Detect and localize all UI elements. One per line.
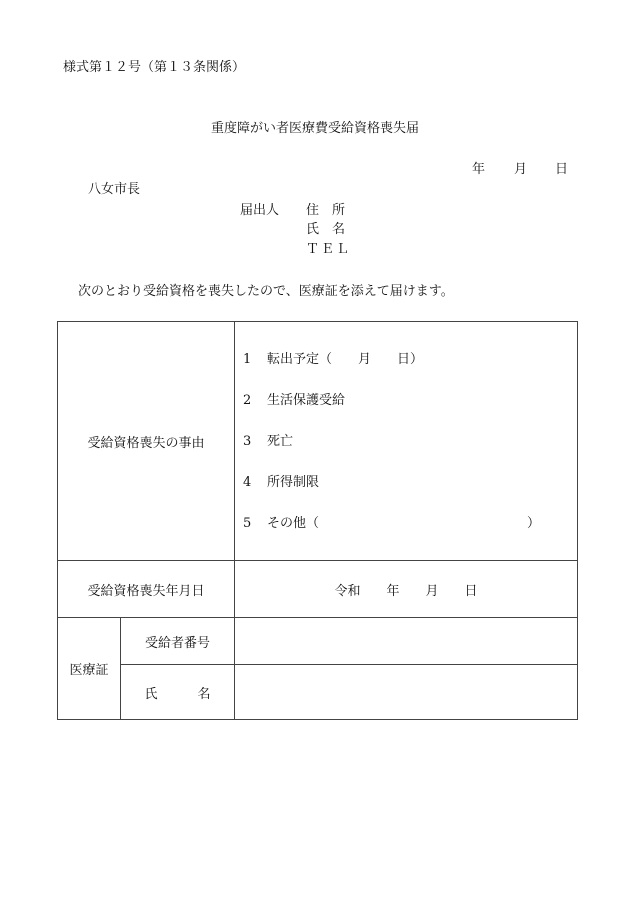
- date-year-label: 年: [472, 162, 486, 177]
- reason-list: [235, 322, 578, 561]
- report-table: [57, 321, 578, 720]
- date-month-label: 月: [514, 162, 528, 177]
- reason-item-4[interactable]: 4 所得制限: [243, 474, 320, 490]
- medical-card-label: 医療証: [58, 618, 121, 720]
- reporter-label: 届出人: [240, 203, 280, 218]
- reason-item-1[interactable]: 1 転出予定（ 月 日）: [243, 351, 424, 367]
- reason-row: [58, 322, 578, 561]
- form-title: 重度障がい者医療費受給資格喪失届: [210, 121, 419, 136]
- form-number: 様式第１２号（第１３条関係）: [63, 60, 246, 75]
- tel-label: ＴＥＬ: [306, 242, 352, 257]
- recipient-name-field[interactable]: [235, 665, 578, 720]
- date-day-label: 日: [555, 162, 569, 177]
- addressee: 八女市長: [88, 182, 141, 197]
- recipient-name-row: [58, 665, 578, 720]
- address-label: 住 所: [306, 203, 346, 218]
- loss-date-label: 受給資格喪失年月日: [58, 561, 235, 618]
- recipient-number-row: [58, 618, 578, 665]
- reason-label: 受給資格喪失の事由: [58, 322, 235, 561]
- reason-item-2[interactable]: 2 生活保護受給: [243, 392, 346, 408]
- reason-item-3[interactable]: 3 死亡: [243, 433, 294, 449]
- body-text: 次のとおり受給資格を喪失したので、医療証を添えて届けます。: [78, 284, 454, 299]
- name-label: 氏 名: [306, 222, 346, 237]
- loss-date-field[interactable]: 令和 年 月 日: [235, 561, 578, 618]
- reason-item-5[interactable]: 5 その他（ ）: [243, 515, 541, 531]
- recipient-number-field[interactable]: [235, 618, 578, 665]
- recipient-name-label: 氏 名: [121, 665, 235, 720]
- loss-date-row: [58, 561, 578, 618]
- recipient-number-label: 受給者番号: [121, 618, 235, 665]
